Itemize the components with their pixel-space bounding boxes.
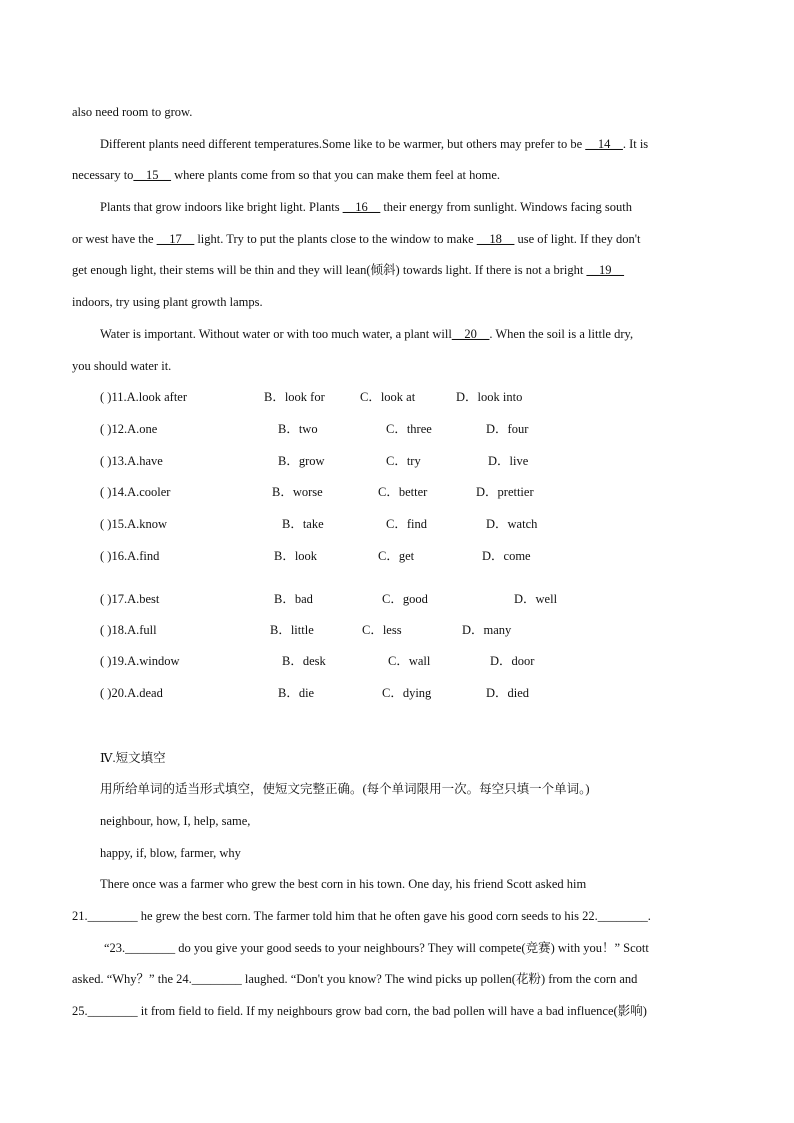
option-d: D．live xyxy=(488,454,529,468)
option-c: C．good xyxy=(382,592,428,606)
option-c: C．less xyxy=(362,623,402,637)
option-b: B．bad xyxy=(274,592,313,606)
question-18: ( )18.A.full xyxy=(100,623,157,637)
question-15: ( )15.A.know xyxy=(100,517,168,531)
passage-line-5: get enough light, their stems will be thin and they will lean(倾斜) towards light. If there is not a bright __19__ xyxy=(72,263,624,277)
question-17: ( )17.A.best xyxy=(100,592,160,606)
question-11: ( )11.A.look after xyxy=(100,390,188,404)
option-c: C．look at xyxy=(360,390,416,404)
question-20: ( )20.A.dead xyxy=(100,686,163,700)
option-b: B．desk xyxy=(282,654,326,668)
blank-20: __20__ xyxy=(451,327,490,341)
passage-line-2: necessary to__15__ where plants come from so that you can make them feel at home. xyxy=(72,168,500,182)
blank-14: __14__ xyxy=(585,137,623,151)
option-d: D．died xyxy=(486,686,530,700)
question-13: ( )13.A.have xyxy=(100,454,163,468)
passage-line-3: Plants that grow indoors like bright light. Plants __16__ their energy from sunlight. Windows facing south xyxy=(100,200,632,214)
option-d: D．door xyxy=(490,654,535,668)
blank-15: __15__ xyxy=(133,168,171,182)
passage-line-6: indoors, try using plant growth lamps. xyxy=(72,295,263,309)
option-b: B．two xyxy=(278,422,318,436)
passage-line-7: Water is important. Without water or with too much water, a plant will__20__. When the soil is a little dry, xyxy=(100,327,634,341)
option-c: C．dying xyxy=(382,686,432,700)
option-b: B．look for xyxy=(264,390,325,404)
question-16: ( )16.A.find xyxy=(100,549,160,563)
passage-line-4: or west have the __17__ light. Try to put the plants close to the window to make __18__ use of light. If they don't xyxy=(72,232,641,246)
option-b: B．little xyxy=(270,623,314,637)
option-b: B．worse xyxy=(272,485,323,499)
passage-line-1: Different plants need different temperatures.Some like to be warmer, but others may prefer to be __14__. It is xyxy=(100,137,649,151)
option-d: D．four xyxy=(486,422,529,436)
option-c: C．better xyxy=(378,485,428,499)
option-c: C．find xyxy=(386,517,427,531)
section-instruction: 用所给单词的适当形式填空，使短文完整正确。(每个单词限用一次。每空只填一个单词。) xyxy=(100,782,590,796)
option-c: C．get xyxy=(378,549,415,563)
section-heading: Ⅳ.短文填空 xyxy=(100,751,166,765)
option-c: C．try xyxy=(386,454,421,468)
option-d: D．look into xyxy=(456,390,523,404)
option-d: D．watch xyxy=(486,517,538,531)
question-12: ( )12.A.one xyxy=(100,422,158,436)
option-b: B．look xyxy=(274,549,318,563)
blank-18: __18__ xyxy=(476,232,515,246)
option-d: D．well xyxy=(514,592,558,606)
story-line-3: “23.________ do you give your good seeds to your neighbours? They will compete(竞赛) with you！” Scott xyxy=(104,941,649,955)
passage-line-0: also need room to grow. xyxy=(72,105,193,119)
option-d: D．prettier xyxy=(476,485,534,499)
option-b: B．die xyxy=(278,686,315,700)
story-line-1: There once was a farmer who grew the best corn in his town. One day, his friend Scott asked him xyxy=(100,877,587,891)
option-b: B．take xyxy=(282,517,324,531)
option-d: D．come xyxy=(482,549,531,563)
question-14: ( )14.A.cooler xyxy=(100,485,171,499)
word-bank-line-1: neighbour, how, I, help, same, xyxy=(100,814,251,828)
option-d: D．many xyxy=(462,623,512,637)
word-bank-line-2: happy, if, blow, farmer, why xyxy=(100,846,241,860)
blank-17: __17__ xyxy=(156,232,195,246)
option-b: B．grow xyxy=(278,454,325,468)
story-line-5: 25.________ it from field to field. If my neighbours grow bad corn, the bad pollen will have a bad influence(影响) xyxy=(72,1004,647,1018)
option-c: C．three xyxy=(386,422,432,436)
passage-line-8: you should water it. xyxy=(72,359,172,373)
story-line-2: 21.________ he grew the best corn. The farmer told him that he often gave his good corn seeds to his 22.________. xyxy=(72,909,651,923)
blank-19: __19__ xyxy=(586,263,624,277)
blank-16: __16__ xyxy=(342,200,381,214)
option-c: C．wall xyxy=(388,654,431,668)
story-line-4: asked. “Why？” the 24.________ laughed. “Don't you know? The wind picks up pollen(花粉) from the corn and xyxy=(72,972,638,986)
question-19: ( )19.A.window xyxy=(100,654,180,668)
